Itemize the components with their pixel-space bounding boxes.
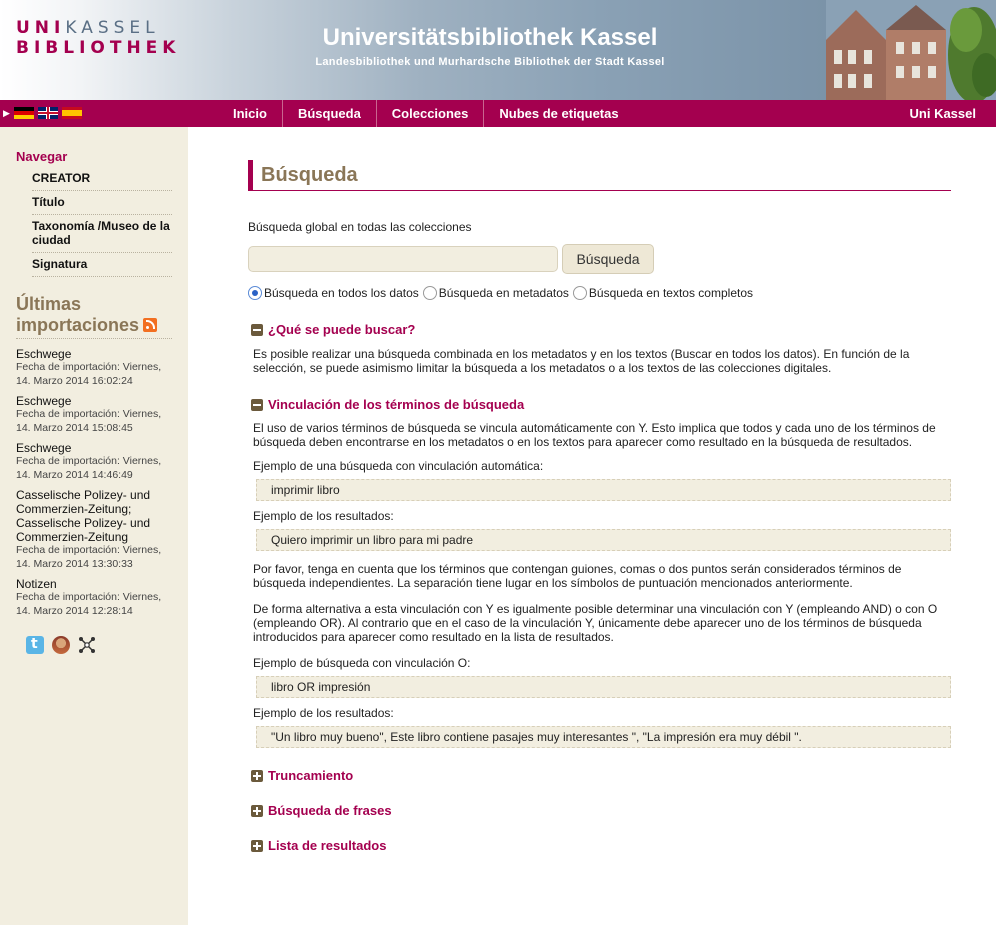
nav-colecciones[interactable]: Colecciones: [377, 100, 485, 127]
import-date: Fecha de importación: Viernes, 14. Marzo 2014 15:08:45: [16, 408, 162, 434]
import-title[interactable]: Casselische Polizey- und Commerzien-Zeitung; Casselische Polizey- und Commerzien-Zeitung: [16, 488, 151, 544]
import-date: Fecha de importación: Viernes, 14. Marzo 2014 12:28:14: [16, 591, 162, 617]
german-flag-icon[interactable]: [14, 107, 34, 119]
section-truncamiento-header[interactable]: [248, 768, 951, 783]
collapse-minus-icon[interactable]: [251, 324, 263, 336]
import-date: Fecha de importación: Viernes, 14. Marzo 2014 14:46:49: [16, 455, 162, 481]
result-label: Ejemplo de los resultados:: [253, 706, 394, 720]
library-building-image: [826, 0, 996, 100]
radio-fulltext[interactable]: [573, 286, 753, 300]
section-resultados-header[interactable]: [248, 838, 951, 853]
logo-bibliothek: BIBLIOTHEK: [16, 38, 181, 58]
import-title[interactable]: Eschwege: [16, 394, 72, 408]
site-subtitle: Landesbibliothek und Murhardsche Bibliothek der Stadt Kassel: [315, 56, 665, 68]
expand-plus-icon[interactable]: [251, 805, 263, 817]
import-title[interactable]: Eschwege: [16, 441, 72, 455]
main-navbar: [0, 100, 996, 127]
expand-plus-icon[interactable]: [251, 770, 263, 782]
section-title[interactable]: Truncamiento: [268, 768, 354, 783]
imports-heading-text: Últimas importaciones: [16, 294, 140, 335]
site-title: Universitätsbibliothek Kassel: [322, 24, 658, 51]
example-label: Ejemplo de una búsqueda con vinculación automática:: [253, 459, 544, 473]
spanish-flag-icon[interactable]: [62, 107, 82, 119]
search-scope-radios: [248, 286, 951, 300]
sidebar: [0, 127, 188, 925]
example-box: libro OR impresión: [256, 676, 951, 698]
triangle-right-icon: ▶: [3, 107, 10, 118]
list-item[interactable]: [16, 394, 172, 435]
section-title[interactable]: Vinculación de los términos de búsqueda: [268, 397, 525, 412]
nav-nubes-de-etiquetas[interactable]: Nubes de etiquetas: [499, 106, 619, 121]
import-title[interactable]: Notizen: [16, 577, 57, 591]
list-item[interactable]: [16, 577, 172, 618]
section-what-text: Es posible realizar una búsqueda combinada en los metadatos y en los textos (Buscar en todos los datos). En función de la selección, se puede asimismo limitar la búsqueda a los metadatos o a los textos de las colecciones digitales.: [253, 347, 910, 375]
sidebar-item-signatura[interactable]: Signatura: [32, 253, 172, 277]
section-link-text2: Por favor, tenga en cuenta que los términos que contengan guiones, comas o dos puntos serán considerados términos de búsqueda independientes. La separación tiene lugar en los símbolos de puntuación mencionados anteriormente.: [253, 562, 902, 590]
expand-plus-icon[interactable]: [251, 840, 263, 852]
sidebar-heading-navegar: Navegar: [16, 149, 68, 164]
list-item[interactable]: [16, 488, 172, 571]
search-row: [248, 244, 951, 274]
imports-list: [16, 347, 172, 618]
main-content: [248, 160, 951, 853]
sidebar-item-taxonomia[interactable]: Taxonomía /Museo de la ciudad: [32, 215, 172, 253]
result-box: "Un libro muy bueno", Este libro contiene pasajes muy interesantes ", "La impresión era muy débil ".: [256, 726, 951, 748]
section-title[interactable]: ¿Qué se puede buscar?: [268, 322, 416, 337]
radio-metadata[interactable]: [423, 286, 569, 300]
radio-label: Búsqueda en todos los datos: [264, 286, 419, 300]
radio-label: Búsqueda en textos completos: [588, 286, 753, 300]
radio-label: Búsqueda en metadatos: [438, 286, 569, 300]
section-title[interactable]: Lista de resultados: [268, 838, 387, 853]
english-flag-icon[interactable]: [38, 107, 58, 119]
language-switcher: [3, 107, 82, 119]
import-title[interactable]: Eschwege: [16, 347, 72, 361]
section-link-header[interactable]: [248, 397, 951, 412]
section-title[interactable]: Búsqueda de frases: [268, 803, 392, 818]
result-box: Quiero imprimir un libro para mi padre: [256, 529, 951, 551]
logo-kassel: KASSEL: [65, 18, 160, 38]
rss-icon[interactable]: [143, 318, 157, 332]
search-button[interactable]: Búsqueda: [562, 244, 654, 274]
search-input[interactable]: [248, 246, 558, 272]
twitter-icon[interactable]: [26, 636, 44, 654]
collapse-minus-icon[interactable]: [251, 399, 263, 411]
section-link-text1: El uso de varios términos de búsqueda se vincula automáticamente con Y. Esto implica que todos y cada uno de los términos de búsqueda deben encontrarse en los metadatos o en los textos para aparecer como resultado en la búsqueda de resultados.: [253, 421, 936, 449]
sidebar-item-creator[interactable]: CREATOR: [32, 167, 172, 191]
page-title: Búsqueda: [248, 160, 951, 191]
sidebar-heading-imports: [16, 294, 172, 339]
example-box: imprimir libro: [256, 479, 951, 501]
social-links: [26, 636, 172, 654]
site-header: [0, 0, 996, 100]
uni-kassel-logo[interactable]: [16, 18, 180, 58]
nav-busqueda[interactable]: Búsqueda: [283, 100, 377, 127]
nav-uni-kassel[interactable]: Uni Kassel: [909, 106, 976, 121]
example-label: Ejemplo de búsqueda con vinculación O:: [253, 656, 471, 670]
radio-all-data[interactable]: [248, 286, 419, 300]
sidebar-item-titulo[interactable]: Título: [32, 191, 172, 215]
radio-icon[interactable]: [423, 286, 437, 300]
main-menu: [218, 100, 634, 127]
import-date: Fecha de importación: Viernes, 14. Marzo 2014 16:02:24: [16, 361, 162, 387]
sidebar-nav: [32, 167, 172, 277]
logo-uni: UNI: [16, 18, 66, 38]
graph-icon[interactable]: [78, 636, 96, 654]
radio-selected-icon[interactable]: [248, 286, 262, 300]
result-label: Ejemplo de los resultados:: [253, 509, 394, 523]
section-what-header[interactable]: [248, 322, 951, 337]
list-item[interactable]: [16, 347, 172, 388]
nav-inicio[interactable]: Inicio: [218, 100, 283, 127]
radio-icon[interactable]: [573, 286, 587, 300]
section-link-text3: De forma alternativa a esta vinculación con Y es igualmente posible determinar una vinculación con Y (empleando AND) o con O (empleando OR). Al contrario que en el caso de la vinculación Y, únicamente debe aparecer uno de los términos de búsqueda introducidos para aparecer como resultado en la lista de resultados.: [253, 602, 938, 644]
search-intro: Búsqueda global en todas las colecciones: [248, 220, 472, 234]
import-date: Fecha de importación: Viernes, 14. Marzo 2014 13:30:33: [16, 544, 162, 570]
section-frases-header[interactable]: [248, 803, 951, 818]
list-item[interactable]: [16, 441, 172, 482]
mascot-icon[interactable]: [52, 636, 70, 654]
